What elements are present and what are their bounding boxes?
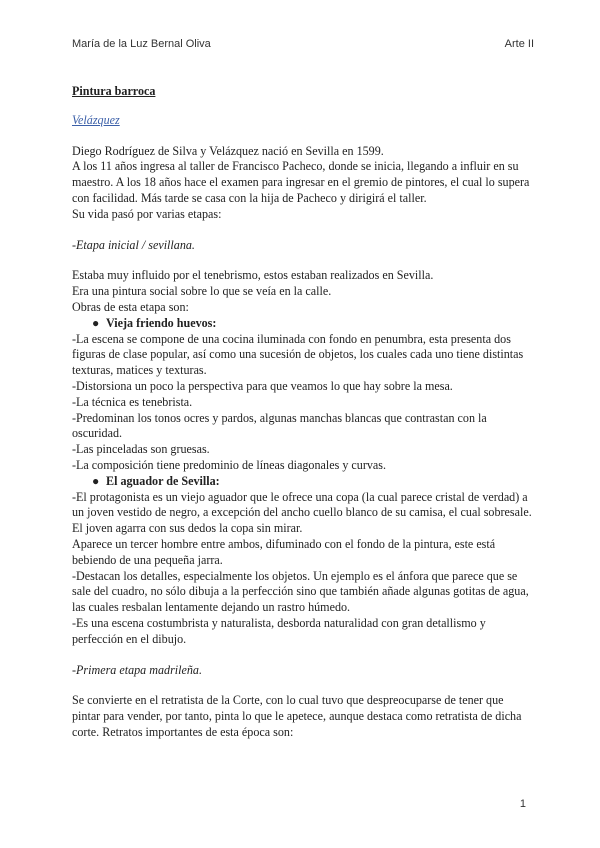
work-line: -La escena se compone de una cocina iluminada con fondo en penumbra, esta presenta dos figuras de clase popular, así como una sucesión de objetos, los cuales cada uno tiene distintas texturas, matices y texturas. <box>72 331 524 378</box>
document-body <box>72 84 534 741</box>
bullet-icon: ● <box>92 473 100 488</box>
stage-line: Era una pintura social sobre lo que se veía en la calle. <box>72 284 332 299</box>
document-title: Pintura barroca <box>72 84 156 98</box>
page-header <box>72 38 534 50</box>
intro-paragraph: A los 11 años ingresa al taller de Francisco Pacheco, donde se inicia, llegando a influir en su maestro. A los 18 años hace el examen para ingresar en el gremio de pintores, el cual lo supera con facilidad. Más tarde se casa con la hija de Pacheco y dirigirá el taller. <box>72 159 530 205</box>
bullet-item <box>72 474 534 490</box>
page-number: 1 <box>519 798 526 810</box>
bullet-icon: ● <box>92 315 100 330</box>
work-line: -Las pinceladas son gruesas. <box>72 442 210 457</box>
work-title: Vieja friendo huevos: <box>106 315 217 330</box>
course-name: Arte II <box>504 38 534 50</box>
work-title: El aguador de Sevilla: <box>106 473 220 488</box>
work-line: -El protagonista es un viejo aguador que le ofrece una copa (la cual parece cristal de verdad) a un joven vestido de negro, a excepción del ancho cuello blanco de su camisa, el cual sobresale. El joven agarra con sus dedos la copa sin mirar. <box>72 489 532 536</box>
stage-paragraph: Se convierte en el retratista de la Corte, con lo cual tuvo que despreocuparse de tener que pintar para vender, por tanto, pinta lo que le apetece, aunque destaca como retratista de dicha corte. Retratos importantes de esta época son: <box>72 693 522 739</box>
section-heading: -Primera etapa madrileña. <box>72 662 202 677</box>
work-line: -La técnica es tenebrista. <box>72 394 193 409</box>
author-name: María de la Luz Bernal Oliva <box>72 38 211 50</box>
stage-line: Estaba muy influido por el tenebrismo, estos estaban realizados en Sevilla. <box>72 268 434 283</box>
work-line: -Destacan los detalles, especialmente los objetos. Un ejemplo es el ánfora que parece que se sale del cuadro, no sólo dibuja a la perfección sino que también añade algunas gotitas de agua, las cuales resbalan lentamente dejando un rastro húmedo. <box>72 568 529 615</box>
work-line: Aparece un tercer hombre entre ambos, difuminado con el fondo de la pintura, este está bebiendo de una pequeña jarra. <box>72 536 496 567</box>
work-line: -Distorsiona un poco la perspectiva para que veamos lo que hay sobre la mesa. <box>72 378 453 393</box>
section-heading: -Etapa inicial / sevillana. <box>72 237 195 252</box>
work-line: -Es una escena costumbrista y naturalista, desborda naturalidad con gran detallismo y perfección en el dibujo. <box>72 615 486 646</box>
bullet-item <box>72 316 534 332</box>
intro-line: Diego Rodríguez de Silva y Velázquez nació en Sevilla en 1599. <box>72 143 384 158</box>
intro-line: Su vida pasó por varias etapas: <box>72 206 222 221</box>
work-line: -Predominan los tonos ocres y pardos, algunas manchas blancas que contrastan con la oscuridad. <box>72 410 487 441</box>
stage-line: Obras de esta etapa son: <box>72 299 189 314</box>
work-line: -La composición tiene predominio de líneas diagonales y curvas. <box>72 457 387 472</box>
subtitle-link[interactable]: Velázquez <box>72 112 120 127</box>
